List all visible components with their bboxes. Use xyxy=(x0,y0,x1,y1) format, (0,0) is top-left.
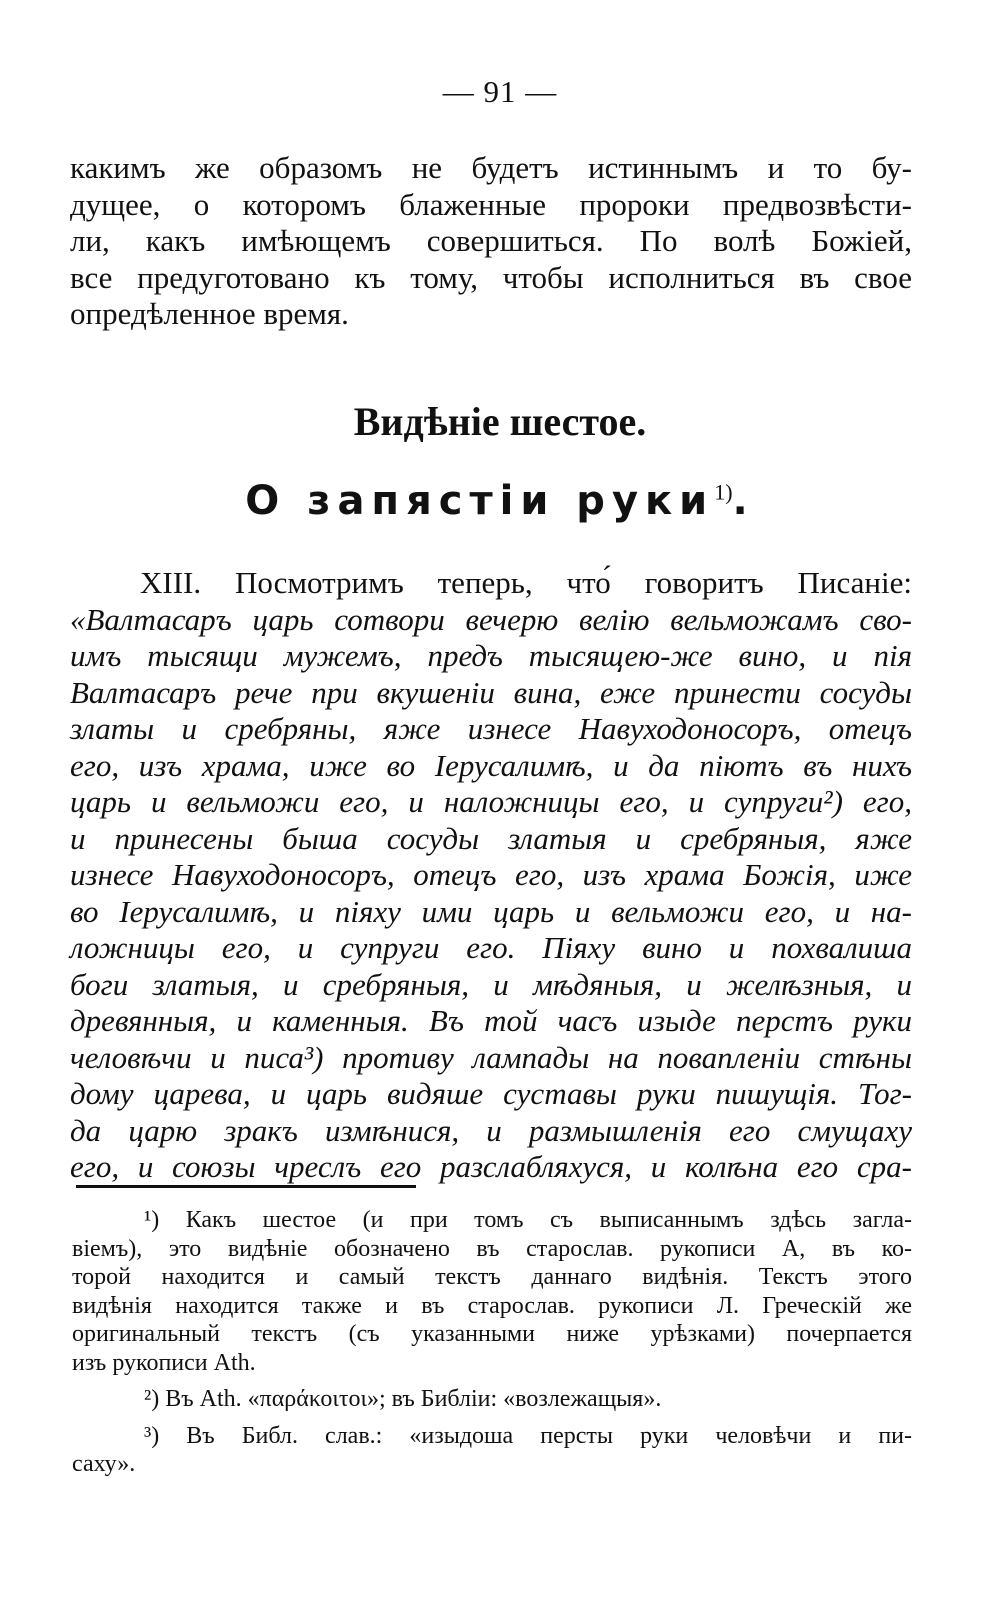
text-line: XIII. Посмотримъ теперь, что́ говоритъ Писаніе: xyxy=(140,565,912,600)
quote-line: златы и сребряны, яже изнесе Навуходоносоръ, отецъ xyxy=(70,711,912,746)
main-paragraph xyxy=(70,565,912,1186)
footnote-line: изъ рукописи Ath. xyxy=(72,1349,256,1376)
quote-line: его, изъ храма, иже во Іерусалимѣ, и да піютъ въ нихъ xyxy=(70,747,912,783)
footnotes xyxy=(72,1206,912,1479)
text-line: ли, какъ имѣющемъ совершиться. По волѣ Божіей, xyxy=(70,223,912,258)
quote-line: «Валтасаръ царь сотвори вечерю велію вельможамъ сво- xyxy=(70,601,912,637)
quote-line: имъ тысящи мужемъ, предъ тысящею-же вино, и пія xyxy=(70,638,912,673)
quote-line: Валтасаръ рече при вкушеніи вина, еже принести сосуды xyxy=(70,674,912,710)
quote-line: ложницы его, и супруги его. Піяху вино и похвалиша xyxy=(70,930,912,965)
quote-line: его, и союзы чреслъ его разслабляхуся, и колѣна его сра- xyxy=(70,1149,912,1184)
section-subheading: О запястіи руки$^{1)}$. xyxy=(245,478,755,524)
footnote-line: віемъ), это видѣніе обозначено въ старослав. рукописи А, въ ко- xyxy=(72,1235,912,1262)
quote-line: и принесены быша сосуды златыя и сребряныя, яже xyxy=(70,820,912,856)
page-number: — 91 — xyxy=(442,74,558,109)
quote-line: древянныя, и каменныя. Въ той часъ изыде перстъ руки xyxy=(70,1003,912,1038)
quote-line: царь и вельможи его, и наложницы его, и супруги²) его, xyxy=(70,784,912,819)
subheading-text: О запястіи руки xyxy=(245,478,715,524)
quote-line: человѣчи и писа³) противу лампады на повапленіи стѣны xyxy=(70,1039,912,1075)
section-heading: Видѣніе шестое. xyxy=(353,399,647,444)
quote-line: изнесе Навуходоносоръ, отецъ его, изъ храма Божія, иже xyxy=(70,857,912,892)
footnote-line: ¹) Какъ шестое (и при томъ съ выписаннымъ здѣсь загла- xyxy=(144,1207,912,1233)
footnote-line: оригинальный текстъ (съ указанными ниже урѣзками) почерпается xyxy=(72,1321,912,1347)
footnote-line: саху». xyxy=(72,1451,136,1477)
quote-line: боги златыя, и сребряныя, и мѣдяныя, и желѣзныя, и xyxy=(70,966,912,1002)
text-line: все предуготовано къ тому, чтобы исполниться въ свое xyxy=(70,259,912,295)
footnote-line: ²) Въ Ath. «παράκοιτοι»; въ Библіи: «возлежащыя». xyxy=(144,1386,662,1412)
text-line: опредѣленное время. xyxy=(70,296,349,331)
intro-paragraph xyxy=(70,150,912,333)
footnote-line: ³) Въ Библ. слав.: «изыдоша персты руки человѣчи и пи- xyxy=(144,1422,912,1449)
footnote-marker: 1) xyxy=(714,479,733,505)
footnote-line: видѣнія находится также и въ старослав. рукописи Л. Греческій же xyxy=(72,1292,912,1319)
quote-line: дому царева, и царь видяше суставы руки пишущія. Тог- xyxy=(70,1076,912,1111)
text-line: какимъ же образомъ не будетъ истиннымъ и то бу- xyxy=(70,150,912,185)
footnote-divider xyxy=(76,1185,416,1188)
footnote-line: торой находится и самый текстъ даннаго видѣнія. Текстъ этого xyxy=(72,1264,912,1290)
text-line: дущее, о которомъ блаженные пророки предвозвѣсти- xyxy=(70,186,912,222)
quote-line: да царю зракъ измѣнися, и размышленія его смущаху xyxy=(70,1112,912,1148)
quote-line: во Іерусалимѣ, и піяху ими царь и вельможи его, и на- xyxy=(70,893,912,929)
